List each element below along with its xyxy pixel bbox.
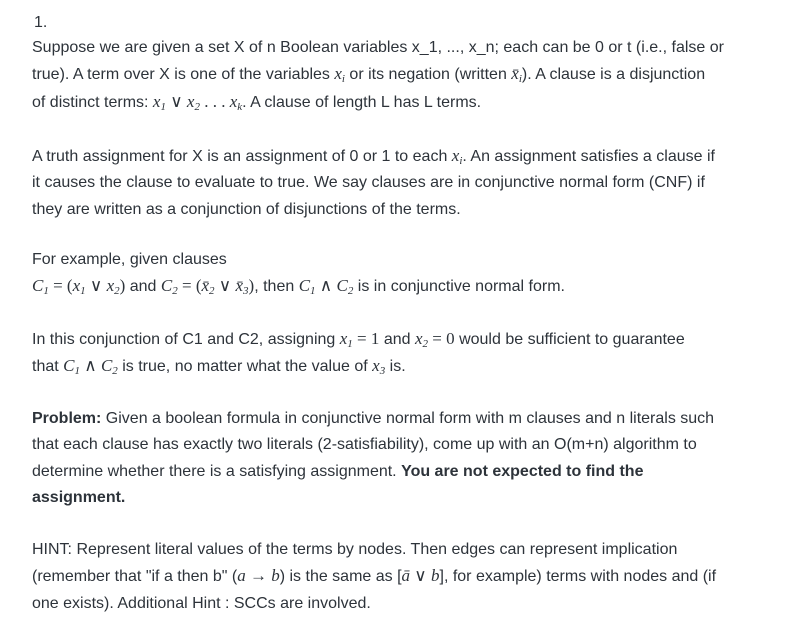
- c1-subscript: 1: [310, 285, 316, 298]
- conjunction-paragraph: [32, 326, 777, 381]
- c1-subscript: 1: [43, 285, 49, 298]
- example-then: , then: [254, 278, 299, 296]
- and-symbol: ∧: [79, 356, 101, 376]
- literal-b: b: [271, 566, 280, 586]
- x2-bar-subscript: 2: [209, 285, 215, 298]
- negated-var-letter: x̄: [511, 64, 519, 84]
- problem-line-2: that each clause has exactly two literals (2-satisfiability), come up with an O(m+n) algorithm to: [32, 436, 697, 454]
- variable-x-i: [334, 64, 345, 86]
- x1-subscript: 1: [80, 285, 86, 298]
- close-paren: ): [119, 276, 126, 296]
- truth-line-2: it causes the clause to evaluate to true. We say clauses are in conjunctive normal form (CNF) if: [32, 174, 705, 192]
- c2-subscript: 2: [112, 365, 118, 378]
- disjunction-formula: [402, 566, 440, 585]
- problem-label: Problem:: [32, 410, 102, 427]
- literal-b: b: [431, 566, 440, 586]
- hint-line-3: one exists). Additional Hint : SCCs are involved.: [32, 594, 371, 612]
- equals-zero: = 0: [428, 329, 455, 348]
- c2-letter: C: [160, 276, 173, 296]
- term-x1: x: [152, 91, 161, 111]
- x2-equals-0: [415, 329, 455, 348]
- example-paragraph: [32, 247, 777, 301]
- c1-and-c2: [63, 356, 118, 378]
- conj-line-2-mid: is true, no matter what the value of: [117, 358, 373, 376]
- example-and: and: [125, 278, 161, 296]
- hint-paragraph: [32, 537, 777, 617]
- ellipsis: . . .: [199, 91, 230, 111]
- or-symbol: ∨: [410, 566, 431, 586]
- x1-equals-1: [340, 329, 380, 348]
- variable-x-i: [452, 146, 463, 165]
- c1-letter: C: [32, 276, 44, 296]
- problem-paragraph: [32, 406, 777, 512]
- c2-subscript: 2: [347, 285, 354, 298]
- problem-line-3: determine whether there is a satisfying assignment.: [32, 462, 402, 480]
- sub-k: k: [237, 100, 243, 113]
- x3-subscript: 3: [379, 365, 386, 378]
- problem-bold-note-end: assignment.: [32, 489, 126, 507]
- or-symbol: ∨: [214, 276, 236, 296]
- truth-line-1-start: A truth assignment for X is an assignment of 0 or 1 to each: [32, 148, 452, 165]
- conj-line-2-start: that: [32, 358, 64, 376]
- x2-subscript: 2: [114, 285, 120, 298]
- x1-subscript: 1: [347, 338, 353, 350]
- term-x2: x: [186, 91, 195, 111]
- implication-formula: [237, 566, 280, 585]
- variable-x3: [372, 356, 386, 378]
- var-letter: x: [334, 64, 342, 84]
- sub-1: 1: [160, 100, 166, 113]
- conj-line-1-start: In this conjunction of C1 and C2, assigning: [32, 331, 340, 348]
- conj-and: and: [379, 331, 415, 348]
- hint-line-2-mid: ) is the same as [: [279, 568, 402, 586]
- equals-paren: = (: [48, 276, 73, 296]
- clause-c1-definition: [32, 276, 126, 298]
- var-subscript: i: [459, 155, 463, 167]
- var-letter: x: [451, 146, 460, 165]
- or-symbol: ∨: [165, 91, 187, 111]
- and-symbol: ∧: [315, 276, 337, 296]
- arrow-symbol: →: [245, 566, 272, 586]
- equals-one: = 1: [352, 329, 380, 348]
- literal-a-bar: ā: [401, 566, 411, 586]
- example-line-1: For example, given clauses: [32, 251, 227, 268]
- var-subscript: i: [341, 73, 345, 86]
- x3-letter: x: [372, 356, 380, 376]
- hint-line-2-end: ], for example) terms with nodes and (if: [439, 568, 717, 586]
- x1-letter: x: [339, 329, 348, 348]
- intro-line-2-mid: or its negation (written: [344, 66, 512, 84]
- close-paren: ): [248, 276, 255, 296]
- c2-letter: C: [336, 276, 348, 296]
- c1-letter: C: [298, 276, 311, 296]
- literal-a: a: [237, 566, 246, 586]
- x2-letter: x: [106, 276, 115, 296]
- x3-bar-subscript: 3: [243, 285, 249, 298]
- x3-bar-letter: x̄: [235, 276, 244, 296]
- intro-line-2-start: true). A term over X is one of the variables: [32, 66, 335, 84]
- problem-line-1: Given a boolean formula in conjunctive normal form with m clauses and n literals such: [101, 410, 715, 427]
- clause-formula: [153, 92, 242, 111]
- term-xk: x: [229, 91, 238, 111]
- question-number: 1.: [34, 14, 48, 31]
- truth-line-3: they are written as a conjunction of disjunctions of the terms.: [32, 200, 461, 218]
- intro-line-3-end: . A clause of length L has L terms.: [242, 93, 482, 111]
- intro-line-1: Suppose we are given a set X of n Boolean variables x_1, ..., x_n; each can be 0 or t (i.e., false or: [32, 39, 724, 56]
- negated-variable-x-i: [511, 64, 522, 86]
- x1-letter: x: [72, 276, 81, 296]
- hint-line-2-start: (remember that "if a then b" (: [32, 568, 238, 586]
- intro-paragraph: [32, 35, 777, 116]
- c2-subscript: 2: [172, 285, 178, 298]
- x2-bar-letter: x̄: [201, 276, 210, 296]
- intro-line-2-end: ). A clause is a disjunction: [521, 66, 706, 84]
- x2-letter: x: [414, 329, 423, 348]
- x2-subscript: 2: [422, 338, 429, 350]
- equals-paren: = (: [177, 276, 202, 296]
- c1-letter: C: [63, 356, 75, 376]
- c1-subscript: 1: [74, 365, 80, 378]
- conj-line-2-end: is.: [385, 358, 406, 376]
- problem-bold-note: You are not expected to find the: [401, 462, 644, 480]
- example-tail: is in conjunctive normal form.: [353, 278, 565, 296]
- or-symbol: ∨: [85, 276, 107, 296]
- sub-2: 2: [194, 100, 200, 113]
- truth-line-1-end: . An assignment satisfies a clause if: [462, 148, 715, 165]
- c2-letter: C: [100, 356, 113, 376]
- c1-and-c2: [298, 276, 354, 298]
- intro-line-3-start: of distinct terms:: [32, 93, 153, 111]
- conj-line-1-end: would be sufficient to guarantee: [454, 331, 685, 348]
- negated-var-subscript: i: [518, 73, 522, 86]
- clause-c2-definition: [160, 276, 255, 298]
- hint-line-1: HINT: Represent literal values of the terms by nodes. Then edges can represent implication: [32, 541, 678, 558]
- truth-paragraph: [32, 143, 777, 223]
